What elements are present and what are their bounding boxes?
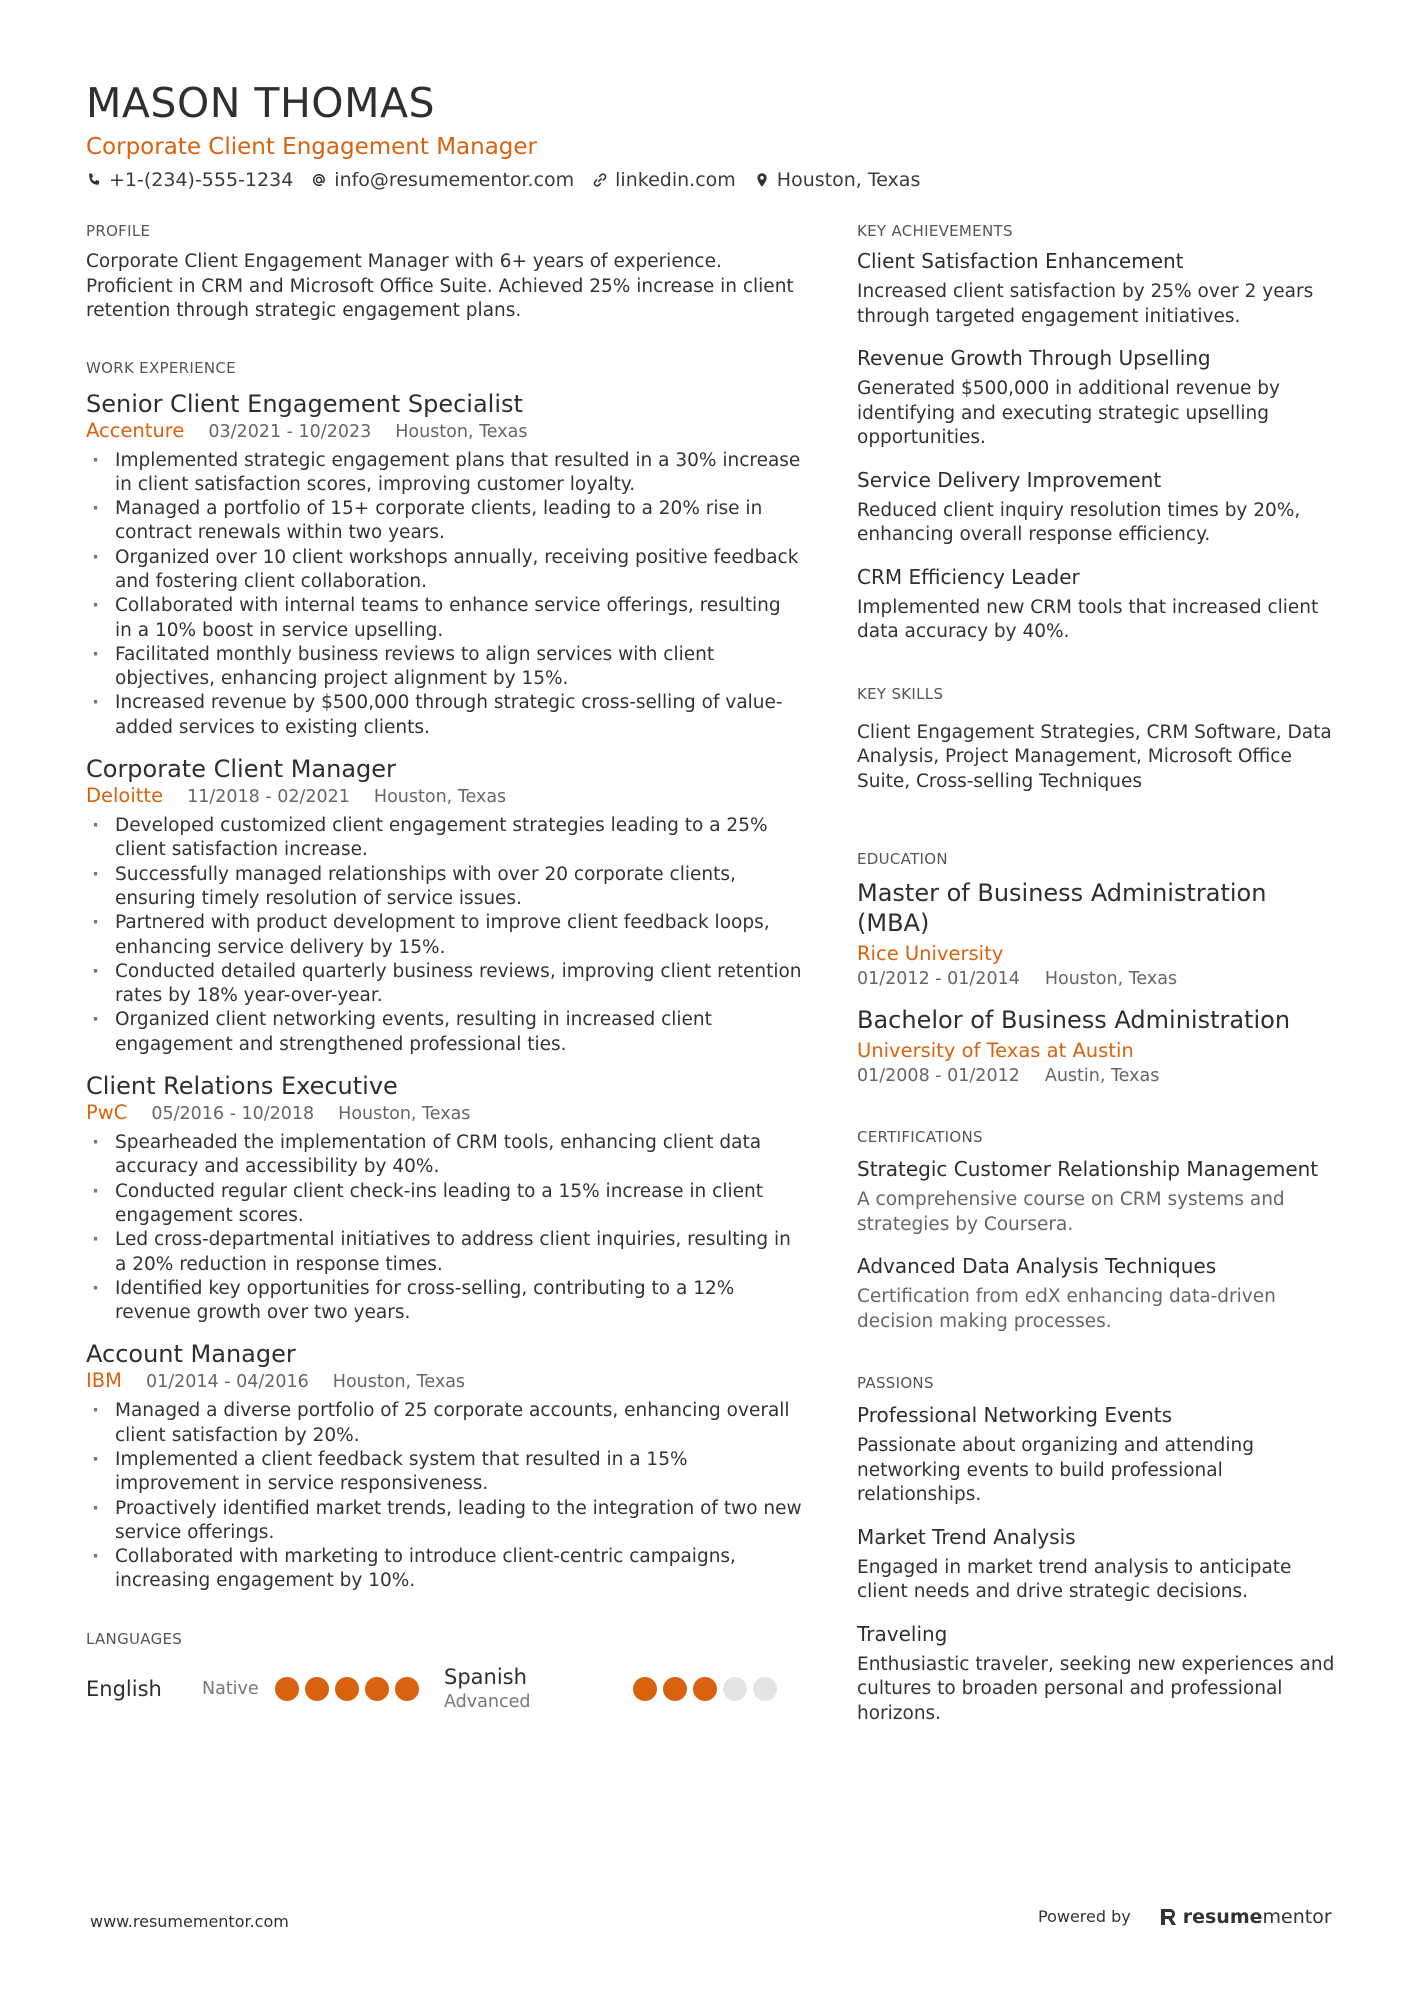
company-name: Deloitte [86, 784, 164, 808]
passion-item [857, 1524, 1337, 1605]
certification-text: A comprehensive course on CRM systems and strategies by Coursera. [857, 1189, 1285, 1235]
achievement-text: Reduced client inquiry resolution times by 20%, enhancing overall response efficiency. [857, 499, 1301, 545]
rating-dot-filled [633, 1677, 657, 1701]
at-icon [311, 172, 327, 188]
job-entry [86, 1071, 802, 1325]
language-item [444, 1664, 802, 1714]
candidate-name: MASON THOMAS [86, 79, 436, 127]
certification-title: Advanced Data Analysis Techniques [857, 1254, 1217, 1278]
passion-text: Enthusiastic traveler, seeking new experiences and cultures to broaden personal and professional horizons. [857, 1653, 1335, 1724]
profile-summary: Corporate Client Engagement Manager with 6+ years of experience. Proficient in CRM and Microsoft Office Suite. Achieved 25% increase in client retention through strategic engagement plans. [86, 251, 794, 321]
job-dates: 03/2021 - 10/2023 [208, 421, 372, 442]
contact-email[interactable] [311, 166, 574, 194]
bullet-item: · Collaborated with internal teams to enhance service offerings, resulting in a 10% boost in service upselling. [86, 594, 802, 643]
bullet-item: · Identified key opportunities for cross-selling, contributing to a 12% revenue growth over two years. [86, 1277, 802, 1326]
education-item [857, 878, 1337, 991]
job-meta [86, 419, 802, 444]
bullet-item: · Implemented a client feedback system that resulted in a 15% improvement in service responsiveness. [86, 1448, 802, 1497]
resume-header [86, 78, 1336, 194]
phone-icon [86, 172, 102, 188]
powered-by-label: Powered by [1038, 1907, 1131, 1926]
languages-row [86, 1664, 802, 1714]
bullet-item: · Partnered with product development to improve client feedback loops, enhancing service delivery by 15%. [86, 911, 802, 960]
bullet-item: · Facilitated monthly business reviews to align services with client objectives, enhancing project alignment by 15%. [86, 643, 802, 692]
section-heading: PASSIONS [857, 1374, 934, 1392]
skills-text: Client Engagement Strategies, CRM Software, Data Analysis, Project Management, Microsoft Office Suite, Cross-selling Techniques [857, 721, 1332, 792]
passion-title: Traveling [857, 1621, 948, 1646]
rating-dots [633, 1677, 777, 1701]
education-item [857, 1005, 1337, 1088]
achievement-text: Increased client satisfaction by 25% over 2 years through targeted engagement initiatives. [857, 281, 1314, 327]
experience-section [86, 357, 802, 1594]
right-column [857, 220, 1337, 1726]
job-bullets [86, 1399, 802, 1593]
bullet-item: · Implemented strategic engagement plans that resulted in a 30% increase in client satisfaction scores, improving customer loyalty. [86, 449, 802, 498]
rating-dot-filled [305, 1677, 329, 1701]
section-heading: CERTIFICATIONS [857, 1128, 983, 1146]
section-heading: KEY SKILLS [857, 684, 944, 703]
job-location: Houston, Texas [373, 787, 507, 808]
job-entry [86, 389, 802, 741]
company-name: IBM [86, 1369, 122, 1393]
job-title: Client Relations Executive [86, 1072, 398, 1101]
achievement-text: Implemented new CRM tools that increased client data accuracy by 40%. [857, 596, 1319, 642]
bullet-item: · Spearheaded the implementation of CRM tools, enhancing client data accuracy and accessibility by 40%. [86, 1131, 802, 1180]
rating-dot-filled [275, 1677, 299, 1701]
location-pin-icon [754, 172, 770, 188]
company-name: PwC [86, 1101, 128, 1125]
job-bullets [86, 1131, 802, 1325]
rating-dot-filled [663, 1677, 687, 1701]
rating-dot-filled [365, 1677, 389, 1701]
certification-title: Strategic Customer Relationship Management [857, 1157, 1319, 1181]
email-text: info@resumementor.com [334, 169, 575, 191]
candidate-title: Corporate Client Engagement Manager [86, 134, 538, 160]
bullet-item: · Increased revenue by $500,000 through strategic cross-selling of value-added services to existing clients. [86, 691, 802, 740]
certification-text: Certification from edX enhancing data-driven decision making processes. [857, 1286, 1276, 1332]
education-meta [857, 1064, 1337, 1088]
achievement-item [857, 248, 1337, 329]
language-name: Spanish [444, 1664, 527, 1689]
rating-dot-empty [723, 1677, 747, 1701]
contact-bar [86, 166, 1336, 194]
passion-title: Professional Networking Events [857, 1403, 1173, 1427]
passions-section [857, 1372, 1337, 1726]
rating-dot-empty [753, 1677, 777, 1701]
languages-section [86, 1628, 802, 1714]
passion-item [857, 1402, 1337, 1508]
link-icon [592, 172, 608, 188]
passion-item [857, 1621, 1337, 1727]
passion-text: Engaged in market trend analysis to anticipate client needs and drive strategic decisions. [857, 1556, 1292, 1602]
section-heading: KEY ACHIEVEMENTS [857, 222, 1013, 240]
school-name: Rice University [857, 942, 1004, 965]
job-dates: 05/2016 - 10/2018 [151, 1104, 315, 1125]
language-level: Native [202, 1678, 259, 1699]
achievement-title: Revenue Growth Through Upselling [857, 346, 1211, 370]
passion-text: Passionate about organizing and attending networking events to build professional relationships. [857, 1435, 1254, 1505]
section-heading: EDUCATION [857, 850, 948, 868]
location-text: Houston, Texas [776, 169, 921, 191]
degree-title: Master of Business Administration (MBA) [857, 879, 1267, 937]
education-meta [857, 967, 1337, 991]
language-name: English [86, 1676, 162, 1701]
section-heading: WORK EXPERIENCE [86, 358, 236, 377]
bullet-item: · Managed a diverse portfolio of 25 corporate accounts, enhancing overall client satisfaction by 20%. [86, 1399, 802, 1448]
rating-dot-filled [693, 1677, 717, 1701]
bullet-item: · Developed customized client engagement strategies leading to a 25% client satisfaction increase. [86, 814, 802, 863]
contact-location [754, 166, 921, 194]
achievement-text: Generated $500,000 in additional revenue by identifying and executing strategic upselling opportunities. [857, 378, 1280, 448]
footer-website[interactable]: www.resumementor.com [90, 1912, 289, 1931]
job-meta [86, 784, 802, 809]
job-dates: 11/2018 - 02/2021 [187, 787, 350, 808]
brand-bold: resume [1182, 1906, 1263, 1928]
brand-light: mentor [1262, 1906, 1332, 1928]
section-heading: LANGUAGES [86, 1629, 183, 1648]
language-level: Advanced [444, 1691, 531, 1712]
bullet-item: · Conducted detailed quarterly business reviews, improving client retention rates by 18% year-over-year. [86, 960, 802, 1009]
resumementor-logo-icon [1159, 1907, 1177, 1927]
job-bullets [86, 449, 802, 741]
bullet-item: · Managed a portfolio of 15+ corporate clients, leading to a 20% rise in contract renewals within two years. [86, 497, 802, 546]
bullet-item: · Organized client networking events, resulting in increased client engagement and strengthened professional ties. [86, 1008, 802, 1057]
left-column [86, 220, 802, 1714]
education-dates: 01/2012 - 01/2014 [857, 969, 1020, 989]
education-location: Houston, Texas [1044, 969, 1178, 989]
education-dates: 01/2008 - 01/2012 [857, 1066, 1020, 1086]
achievement-title: Client Satisfaction Enhancement [857, 249, 1184, 273]
job-dates: 01/2014 - 04/2016 [145, 1372, 309, 1393]
job-entry [86, 1339, 802, 1593]
rating-dot-filled [395, 1677, 419, 1701]
bullet-item: · Collaborated with marketing to introduce client-centric campaigns, increasing engagement by 10%. [86, 1545, 802, 1594]
school-name: University of Texas at Austin [857, 1039, 1134, 1062]
job-entry [86, 754, 802, 1057]
job-title: Corporate Client Manager [86, 755, 396, 784]
passion-title: Market Trend Analysis [857, 1524, 1076, 1549]
certification-item [857, 1156, 1337, 1237]
bullet-item: · Conducted regular client check-ins leading to a 15% increase in client engagement scores. [86, 1180, 802, 1229]
achievement-item [857, 467, 1337, 548]
education-section [857, 848, 1337, 1088]
achievement-item [857, 345, 1337, 451]
language-item [86, 1676, 444, 1702]
section-heading: PROFILE [86, 222, 151, 240]
rating-dots [275, 1677, 419, 1701]
bullet-item: · Led cross-departmental initiatives to address client inquiries, resulting in a 20% reduction in response times. [86, 1228, 802, 1277]
certifications-section [857, 1126, 1337, 1334]
achievements-section [857, 220, 1337, 645]
achievement-title: Service Delivery Improvement [857, 467, 1162, 492]
job-location: Houston, Texas [338, 1104, 471, 1125]
footer-brand [1038, 1906, 1332, 1928]
job-title: Senior Client Engagement Specialist [86, 389, 523, 418]
rating-dot-filled [335, 1677, 359, 1701]
education-location: Austin, Texas [1044, 1066, 1160, 1086]
job-bullets [86, 814, 802, 1057]
bullet-item: · Successfully managed relationships with over 20 corporate clients, ensuring timely resolution of service issues. [86, 863, 802, 912]
brand-logo[interactable] [1159, 1906, 1332, 1928]
achievement-item [857, 564, 1337, 645]
phone-text: +1-(234)-555-1234 [109, 169, 294, 191]
company-name: Accenture [86, 418, 185, 442]
contact-phone[interactable] [86, 166, 293, 194]
contact-linkedin[interactable] [592, 166, 736, 194]
job-location: Houston, Texas [395, 421, 528, 442]
job-meta [86, 1369, 802, 1394]
achievement-title: CRM Efficiency Leader [857, 564, 1080, 589]
bullet-item: · Proactively identified market trends, leading to the integration of two new service offerings. [86, 1497, 802, 1546]
bullet-item: · Organized over 10 client workshops annually, receiving positive feedback and fostering client collaboration. [86, 546, 802, 595]
degree-title: Bachelor of Business Administration [857, 1006, 1291, 1034]
job-title: Account Manager [86, 1340, 296, 1369]
skills-section [857, 683, 1337, 795]
certification-item [857, 1253, 1337, 1334]
job-meta [86, 1101, 802, 1126]
job-location: Houston, Texas [332, 1372, 466, 1393]
linkedin-text: linkedin.com [615, 169, 736, 191]
profile-section [86, 220, 802, 324]
